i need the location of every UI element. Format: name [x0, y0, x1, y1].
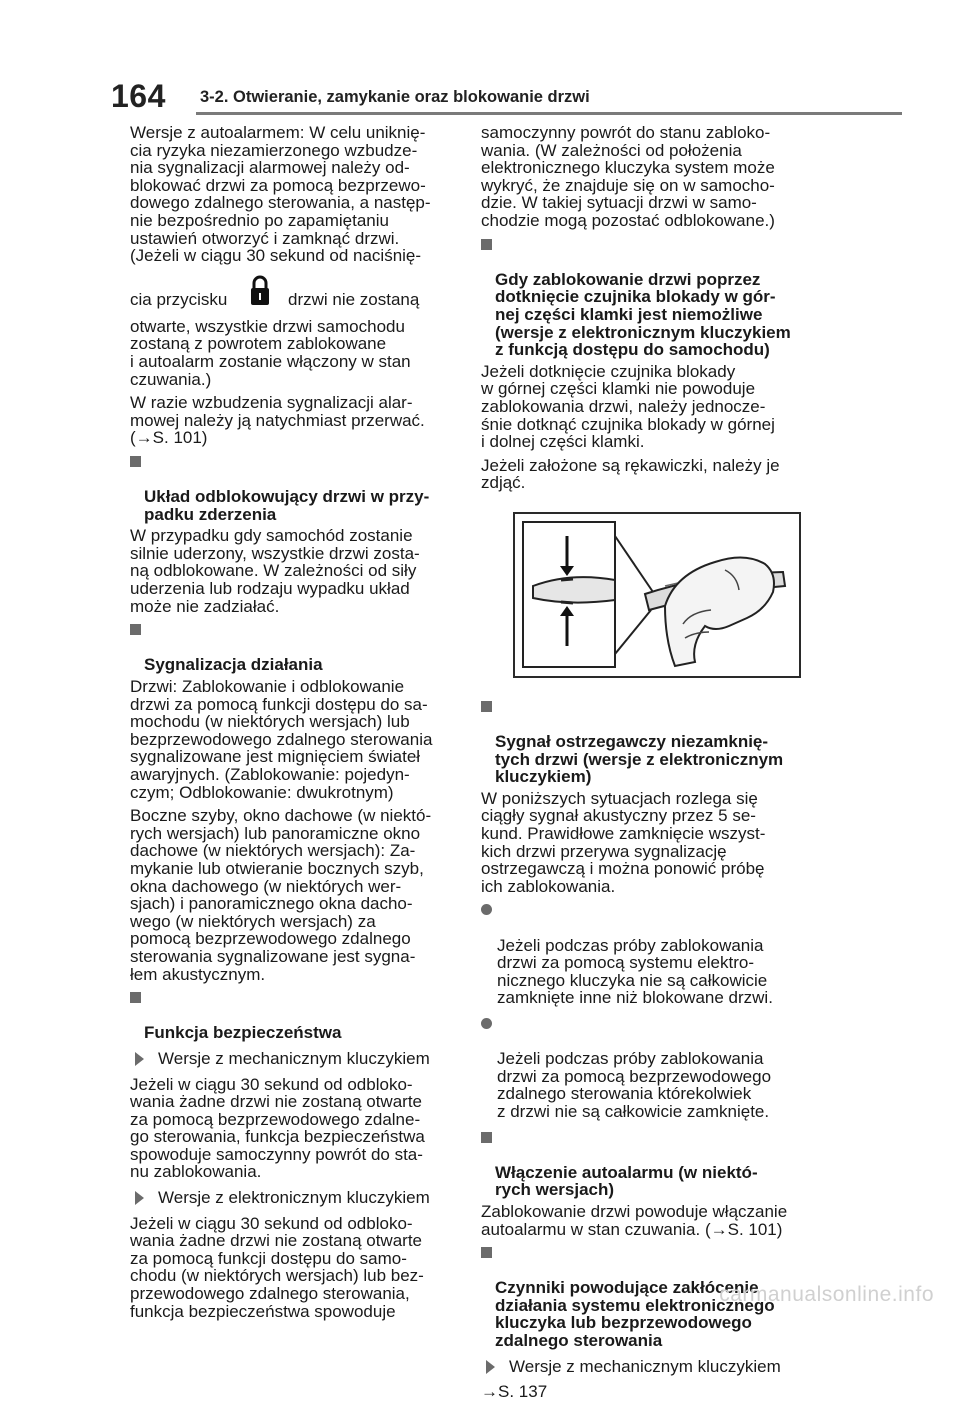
paragraph: Jeżeli w ciągu 30 sekund od odbloko- wania żadne drzwi nie zostaną otwarte za pomocą funkcji dostępu do samo- chodu (w niektórych wersjach) lub bez- przewodowego zdalnego sterowania, funkcja bezpieczeństwa spowoduje [130, 1213, 424, 1321]
paragraph: W poniższych sytuacjach rozlega się ciągły sygnał akustyczny przez 5 se- kund. Prawidłowe zamknięcie wszyst- kich drzwi przerywa sygnalizację ostrzegawczą i można ponowić próbę ich zablokowania. [481, 788, 766, 896]
door-handle-hand-drawing [515, 514, 799, 676]
heading-text: Sygnalizacja działania [144, 655, 323, 675]
paragraph: Drzwi: Zablokowanie i odblokowanie drzwi za pomocą funkcji dostępu do sa- mochodu (w niektórych wersjach) lub bezprzewodowego zdalnego sterowania sygnalizowane jest mignięciem świateł awaryjnych. (Zablokowanie: pojedyn- czym; Odblokowanie: dwukrotnym) [130, 677, 433, 802]
list-item-text: Jeżeli podczas próby zablokowania drzwi za pomocą systemu elektro- nicznego kluczyka nie są całkowicie zamknięte inne niż blokowane drzwi. [497, 935, 773, 1008]
chapter-title: 3-2. Otwieranie, zamykanie oraz blokowanie drzwi [200, 88, 590, 106]
lock-button-line [130, 271, 452, 317]
square-bullet-icon [481, 1247, 492, 1258]
paragraph: Boczne szyby, okno dachowe (w niektó- rych wersjach) lub panoramiczne okno dachowe (w niektórych wersjach): Za- mykanie lub otwieranie bocznych szyb, okna dachowego (w niektórych wer- sjach) i panoramicznego okna dacho- wego (w niektórych wersjach) za pomocą bezprzewodowego zdalnego sterowania sygnalizowane jest sygna- łem akustycznym. [130, 806, 432, 984]
heading-text: Czynniki powodujące zakłócenie działania systemu elektronicznego kluczyka lub bezprzewodowego zdalnego sterowania [495, 1278, 775, 1351]
square-bullet-icon [130, 456, 141, 467]
heading-text: Układ odblokowujący drzwi w przy- padku zderzenia [144, 487, 430, 524]
subheading-text: Wersje z elektronicznym kluczykiem [158, 1188, 430, 1208]
text-fragment: cia przycisku [130, 289, 228, 309]
section-heading [481, 1129, 807, 1199]
heading-text: Sygnał ostrzegawczy niezamknię- tych drzwi (wersje z elektronicznym kluczykiem) [495, 732, 784, 787]
list-item-text: Jeżeli podczas próby zablokowania drzwi za pomocą bezprzewodowego zdalnego sterowania którekolwiek z drzwi nie są całkowicie zamknięte. [497, 1049, 772, 1121]
paragraph: otwarte, wszystkie drzwi samochodu zostaną z powrotem zablokowane i autoalarm zostanie włączony w stan czuwania.) [130, 316, 411, 389]
triangle-bullet-icon [135, 1191, 144, 1205]
paragraph: Wersje z autoalarmem: W celu uniknię- cia ryzyka niezamierzonego wzbudze- nia sygnalizacji alarmowej należy od- blokować drzwi za pomocą bezprzewo- dowego zdalnego sterowania, a następ- nie bezpośrednio po zapamiętaniu ustawień otworzyć i zamknąć drzwi. (Jeżeli w ciągu 30 sekund od naciśnię- [130, 123, 431, 266]
paragraph: Jeżeli w ciągu 30 sekund od odbloko- wania żadne drzwi nie zostaną otwarte za pomocą bezprzewodowego zdalne- go sterowania, funkcja bezpieczeństwa spowoduje samoczynny powrót do sta- nu zablokowania. [130, 1074, 425, 1182]
subheading [130, 1050, 452, 1068]
section-heading [481, 698, 807, 786]
subheading-text: Wersje z mechanicznym kluczykiem [158, 1048, 430, 1068]
triangle-bullet-icon [486, 1360, 495, 1374]
section-heading [130, 989, 452, 1042]
page-reference: →S. 137 [481, 1382, 548, 1402]
square-bullet-icon [481, 701, 492, 712]
section-heading [130, 621, 452, 674]
text-fragment: drzwi nie zostaną [288, 289, 420, 309]
section-heading [481, 236, 807, 359]
page-header [0, 0, 960, 120]
subheading-text: Wersje z mechanicznym kluczykiem [509, 1356, 781, 1376]
square-bullet-icon [130, 624, 141, 635]
paragraph: Zablokowanie drzwi powoduje włączanie autoalarmu w stan czuwania. (→S. 101) [481, 1201, 788, 1239]
paragraph: W razie wzbudzenia sygnalizacji alar- mowej należy ją natychmiast przerwać. (→S. 101) [130, 393, 425, 448]
round-bullet-icon [481, 904, 492, 915]
square-bullet-icon [481, 1132, 492, 1143]
section-heading [130, 453, 452, 523]
square-bullet-icon [130, 992, 141, 1003]
right-column [481, 124, 807, 1407]
round-bullet-icon [481, 1018, 492, 1029]
paragraph: W przypadku gdy samochód zostanie silnie uderzony, wszystkie drzwi zosta- ną odblokowane. W zależności od siły uderzenia lub rodzaju wypadku układ może nie zadziałać. [130, 526, 420, 616]
paragraph: samoczynny powrót do stanu zabloko- wania. (W zależności od położenia elektronicznego kluczyka system może wykryć, że znajduje się on w samocho- dzie. W takiej sytuacji drzwi w samo- chodzie mogą pozostać odblokowane.) [481, 123, 775, 230]
lock-button-icon [249, 274, 271, 308]
list-item [481, 1015, 807, 1121]
left-column [130, 124, 452, 1326]
triangle-bullet-icon [135, 1052, 144, 1066]
watermark: carmanualsonline.info [719, 1283, 934, 1306]
subheading [481, 1358, 807, 1376]
paragraph: Jeżeli założone są rękawiczki, należy je zdjąć. [481, 455, 780, 493]
page-number: 164 [111, 78, 166, 114]
subheading [130, 1189, 452, 1207]
list-item [481, 901, 807, 1007]
heading-text: Włączenie autoalarmu (w niektó- rych wersjach) [495, 1162, 758, 1200]
heading-text: Funkcja bezpieczeństwa [144, 1023, 342, 1043]
heading-text: Gdy zablokowanie drzwi poprzez dotknięcie czujnika blokady w gór- nej części klamki jest niemożliwe (wersje z elektronicznym kluczykiem z funkcją dostępu do samochodu) [495, 269, 791, 360]
door-handle-illustration [513, 512, 801, 678]
header-rule [196, 112, 902, 115]
paragraph: Jeżeli dotknięcie czujnika blokady w górnej części klamki nie powoduje zablokowania drzwi, należy jednocze- śnie dotknąć czujnika blokady w górnej i dolnej części klamki. [481, 361, 775, 452]
square-bullet-icon [481, 239, 492, 250]
